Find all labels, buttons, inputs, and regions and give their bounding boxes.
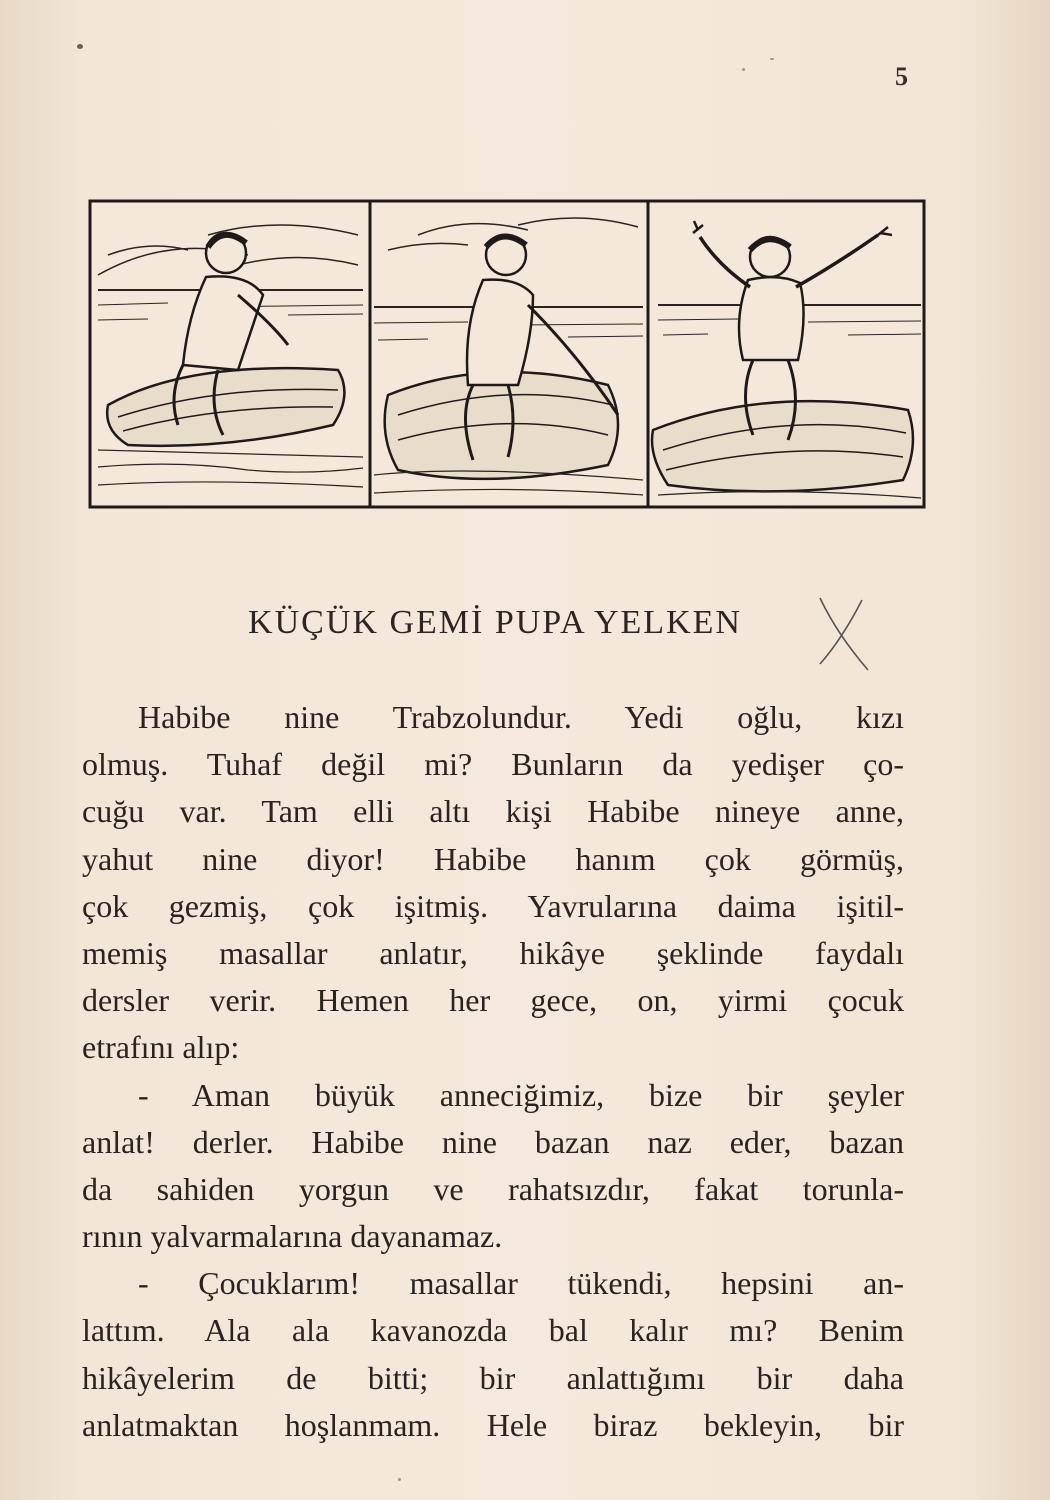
ink-speck xyxy=(770,58,774,60)
text-line: - Aman büyük anneciğimiz, bize bir şeyler xyxy=(138,1076,904,1113)
text-line: çok gezmiş, çok işitmiş. Yavrularına daima işitil- xyxy=(82,887,904,924)
text-line: da sahiden yorgun ve rahatsızdır, fakat torunla- xyxy=(82,1170,904,1207)
text-line: anlat! derler. Habibe nine bazan naz eder, bazan xyxy=(82,1123,904,1160)
text-line: memiş masallar anlatır, hikâye şeklinde faydalı xyxy=(82,934,904,971)
text-line: dersler verir. Hemen her gece, on, yirmi çocuk xyxy=(82,982,904,1019)
chapter-title: KÜÇÜK GEMİ PUPA YELKEN xyxy=(248,604,742,641)
body-text xyxy=(82,694,904,1449)
text-line: Habibe nine Trabzolundur. Yedi oğlu, kızı xyxy=(138,699,904,735)
text-line: hikâyelerim de bitti; bir anlattığımı bir daha xyxy=(82,1359,904,1396)
ink-speck xyxy=(77,44,83,49)
comic-strip-illustration xyxy=(88,195,928,515)
text-line: olmuş. Tuhaf değil mi? Bunların da yedişer ço- xyxy=(82,746,904,783)
text-line: anlatmaktan hoşlanmam. Hele biraz bekleyin, bir xyxy=(82,1406,904,1443)
page-number: 5 xyxy=(895,62,908,91)
ink-speck xyxy=(398,1478,401,1481)
text-line: etrafını alıp: xyxy=(82,1029,240,1066)
text-line: yahut nine diyor! Habibe hanım çok görmüş, xyxy=(82,840,904,877)
text-line: - Çocuklarım! masallar tükendi, hepsini an- xyxy=(138,1265,904,1302)
pencil-x-mark xyxy=(812,594,876,674)
text-line: lattım. Ala ala kavanozda bal kalır mı? Benim xyxy=(82,1312,904,1349)
text-line: rının yalvarmalarına dayanamaz. xyxy=(82,1218,503,1255)
text-line: cuğu var. Tam elli altı kişi Habibe nineye anne, xyxy=(82,793,904,830)
ink-speck xyxy=(742,68,745,71)
